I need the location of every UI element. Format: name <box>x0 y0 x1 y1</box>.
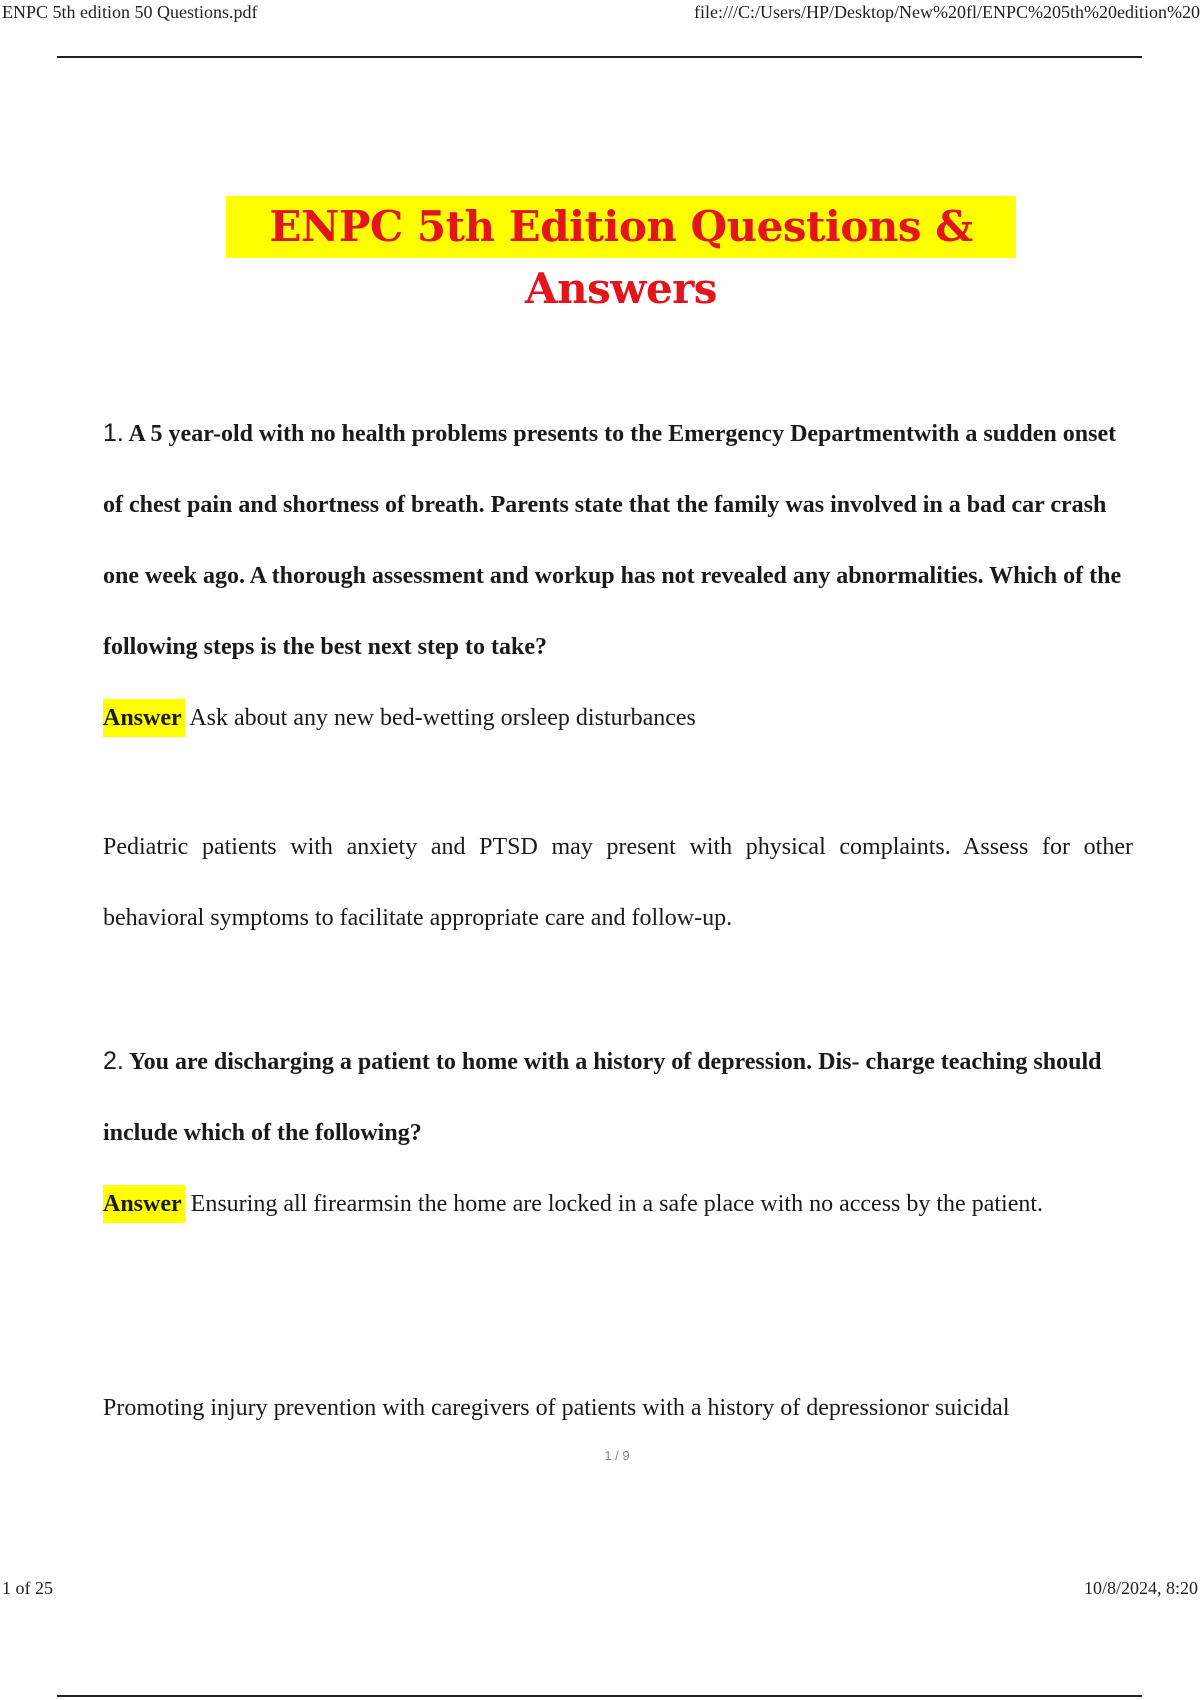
answer-2-text: Ensuring all firearmsin the home are locked in a safe place with no access by the patient. <box>190 1191 1044 1217</box>
explanation-1: Pediatric patients with anxiety and PTSD may present with physical complaints. Assess for other behavioral symptoms to facilitate appropriate care and follow-up. <box>103 834 1133 931</box>
question-1-number: 1. <box>103 419 124 447</box>
print-header-filename: ENPC 5th edition 50 Questions.pdf <box>2 2 258 22</box>
question-2-number: 2. <box>103 1047 124 1075</box>
answer-1-text: Ask about any new bed-wetting orsleep disturbances <box>189 705 696 731</box>
footer-rule <box>57 1695 1142 1697</box>
page-indicator: 1 / 9 <box>604 1448 630 1463</box>
document-title: ENPC 5th Edition Questions & Answers <box>226 196 1016 258</box>
question-2-text <box>103 1026 1133 1169</box>
print-footer-timestamp: 10/8/2024, 8:20 <box>1083 1578 1198 1598</box>
question-1-text <box>103 398 1133 683</box>
question-2-body: You are discharging a patient to home with a history of depression. Dis- charge teaching should include which of the following? <box>103 1049 1102 1146</box>
answer-1 <box>103 683 1133 754</box>
question-1-body: A 5 year-old with no health problems presents to the Emergency Departmentwith a sudden onset of chest pain and shortness of breath. Parents state that the family was involved in a bad car crash one week ago. A thorough assessment and workup has not revealed any abnormalities. Which of the following steps is the best next step to take? <box>103 421 1122 660</box>
print-footer-page-count: 1 of 25 <box>2 1578 53 1598</box>
header-rule <box>57 56 1142 58</box>
explanation-2-block <box>103 1373 1133 1444</box>
question-1-block <box>103 398 1133 754</box>
explanation-2: Promoting injury prevention with caregivers of patients with a history of depressionor suicidal <box>103 1395 1010 1421</box>
print-header-file-url: file:///C:/Users/HP/Desktop/New%20fl/ENPC%205th%20edition%20 <box>694 2 1200 22</box>
answer-2 <box>103 1169 1133 1240</box>
answer-label: Answer <box>103 1185 185 1223</box>
question-2-block <box>103 1026 1133 1240</box>
answer-label: Answer <box>103 699 185 737</box>
explanation-1-block <box>103 812 1133 954</box>
